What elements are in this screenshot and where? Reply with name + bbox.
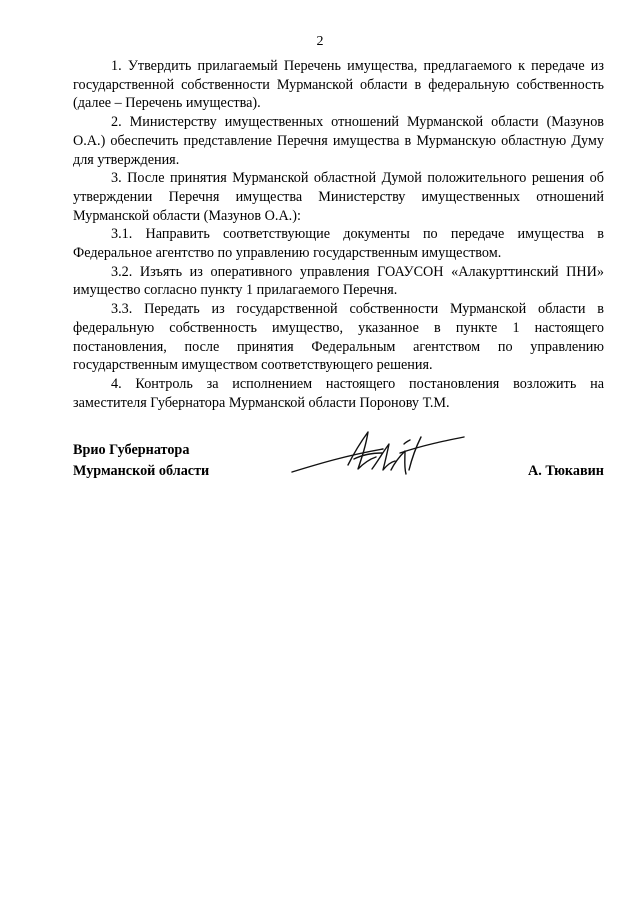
document-body <box>73 57 604 412</box>
signer-title <box>73 440 209 482</box>
paragraph-3-1: 3.1. Направить соответствующие документы по передаче имущества в Федеральное агентство по управлению государственным имуществом. <box>73 226 604 262</box>
paragraph-3-2: 3.2. Изъять из оперативного управления ГОАУСОН «Алакурттинский ПНИ» имущество согласно пункту 1 прилагаемого Перечня. <box>73 263 604 299</box>
paragraph-2: 2. Министерству имущественных отношений Мурманской области (Мазунов О.А.) обеспечить представление Перечня имущества в Мурманскую областную Думу для утверждения. <box>73 114 604 168</box>
paragraph-1: 1. Утвердить прилагаемый Перечень имущества, предлагаемого к передаче из государственной собственности Мурманской области в федеральную собственность (далее – Перечень имущества). <box>73 58 604 112</box>
signer-name: А. Тюкавин <box>527 463 604 479</box>
paragraph-3-3: 3.3. Передать из государственной собственности Мурманской области в федеральную собственность имущество, указанное в пункте 1 настоящего постановления, после принятия Федеральным агентством по управлению государственным имуществом соответствующего решения. <box>73 301 604 374</box>
signature-block <box>73 440 604 500</box>
paragraph-4: 4. Контроль за исполнением настоящего постановления возложить на заместителя Губернатора Мурманской области Поронову Т.М. <box>73 375 604 411</box>
signer-title-line-2: Мурманской области <box>73 463 210 479</box>
signer-title-line-1: Врио Губернатора <box>73 442 190 458</box>
paragraph-3: 3. После принятия Мурманской областной Думой положительного решения об утверждении Перечня имущества Министерству имущественных отношений Мурманской области (Мазунов О.А.): <box>73 170 604 224</box>
handwritten-signature <box>288 423 468 485</box>
page-number: 2 <box>316 34 324 49</box>
